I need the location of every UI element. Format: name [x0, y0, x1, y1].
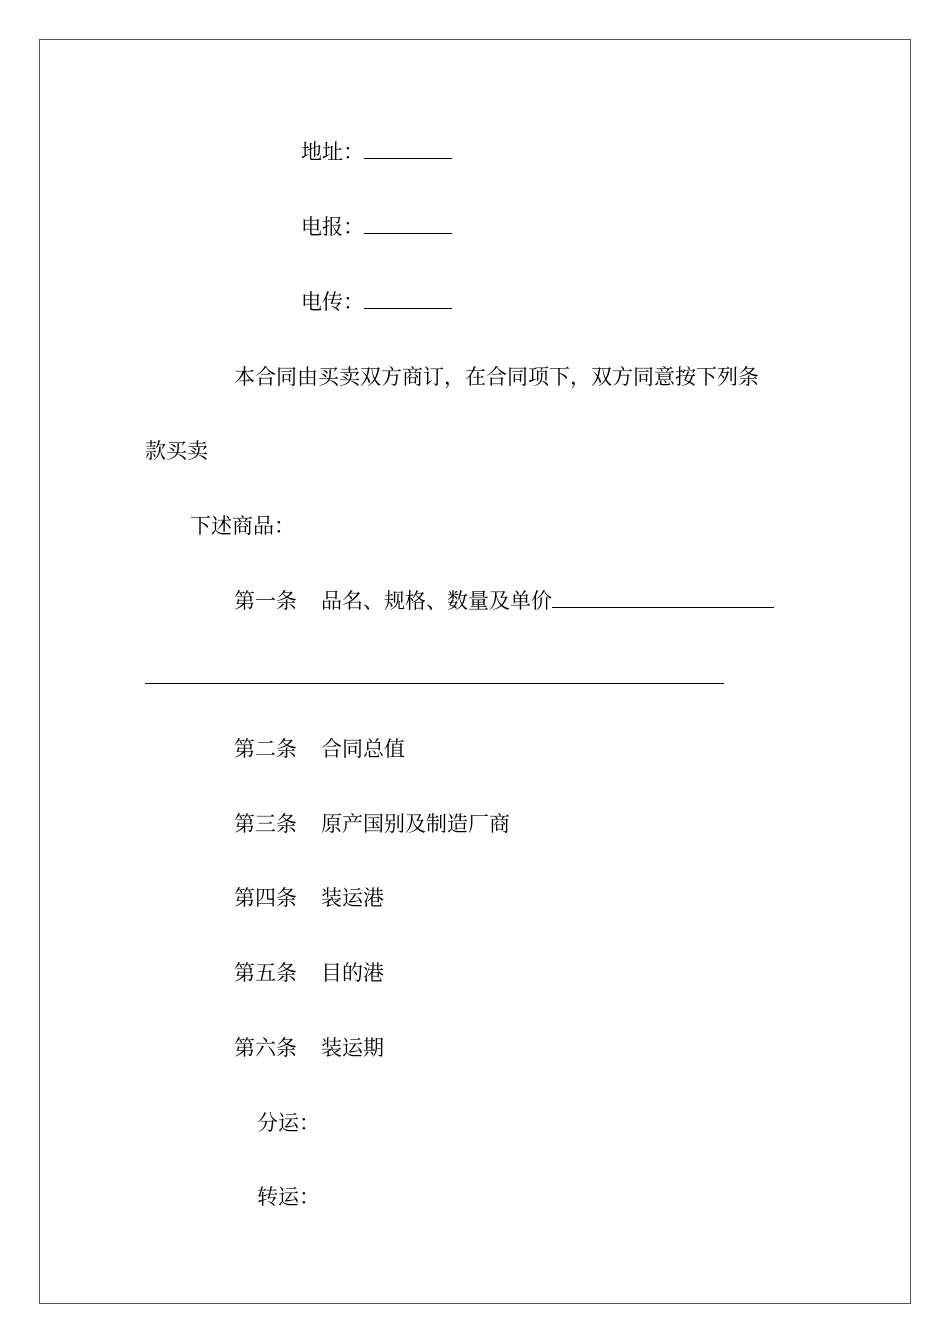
intro-line-3: 下述商品：	[190, 514, 295, 538]
article-3-title: 原产国别及制造厂商	[321, 812, 510, 836]
telegram-blank	[364, 215, 452, 234]
article-3	[234, 812, 510, 836]
article-1-blank	[552, 589, 774, 608]
telex-blank	[364, 290, 452, 309]
article-4-title: 装运港	[321, 886, 384, 910]
article-2-title: 合同总值	[321, 737, 405, 761]
article-6-title: 装运期	[321, 1036, 384, 1060]
article-2	[234, 737, 405, 761]
article-4-number: 第四条	[234, 886, 297, 910]
address-label: 地址：	[301, 140, 364, 164]
address-blank	[364, 140, 452, 159]
page-border	[39, 39, 911, 1304]
telex-field	[301, 290, 452, 314]
telegram-label: 电报：	[301, 215, 364, 239]
transshipment: 转运：	[257, 1185, 320, 1209]
partial-shipment: 分运：	[257, 1111, 320, 1135]
article-1-number: 第一条	[234, 589, 297, 613]
article-6	[234, 1036, 384, 1060]
article-5	[234, 961, 384, 985]
article-1	[234, 589, 774, 613]
address-field	[301, 140, 452, 164]
article-6-number: 第六条	[234, 1036, 297, 1060]
intro-line-1: 本合同由买卖双方商订，在合同项下，双方同意按下列条	[234, 365, 759, 389]
article-1-continuation-rule	[145, 683, 724, 684]
intro-line-2: 款买卖	[145, 439, 208, 463]
article-5-number: 第五条	[234, 961, 297, 985]
article-2-number: 第二条	[234, 737, 297, 761]
telex-label: 电传：	[301, 290, 364, 314]
article-5-title: 目的港	[321, 961, 384, 985]
article-1-title: 品名、规格、数量及单价	[321, 589, 552, 613]
article-3-number: 第三条	[234, 812, 297, 836]
telegram-field	[301, 215, 452, 239]
article-4	[234, 886, 384, 910]
